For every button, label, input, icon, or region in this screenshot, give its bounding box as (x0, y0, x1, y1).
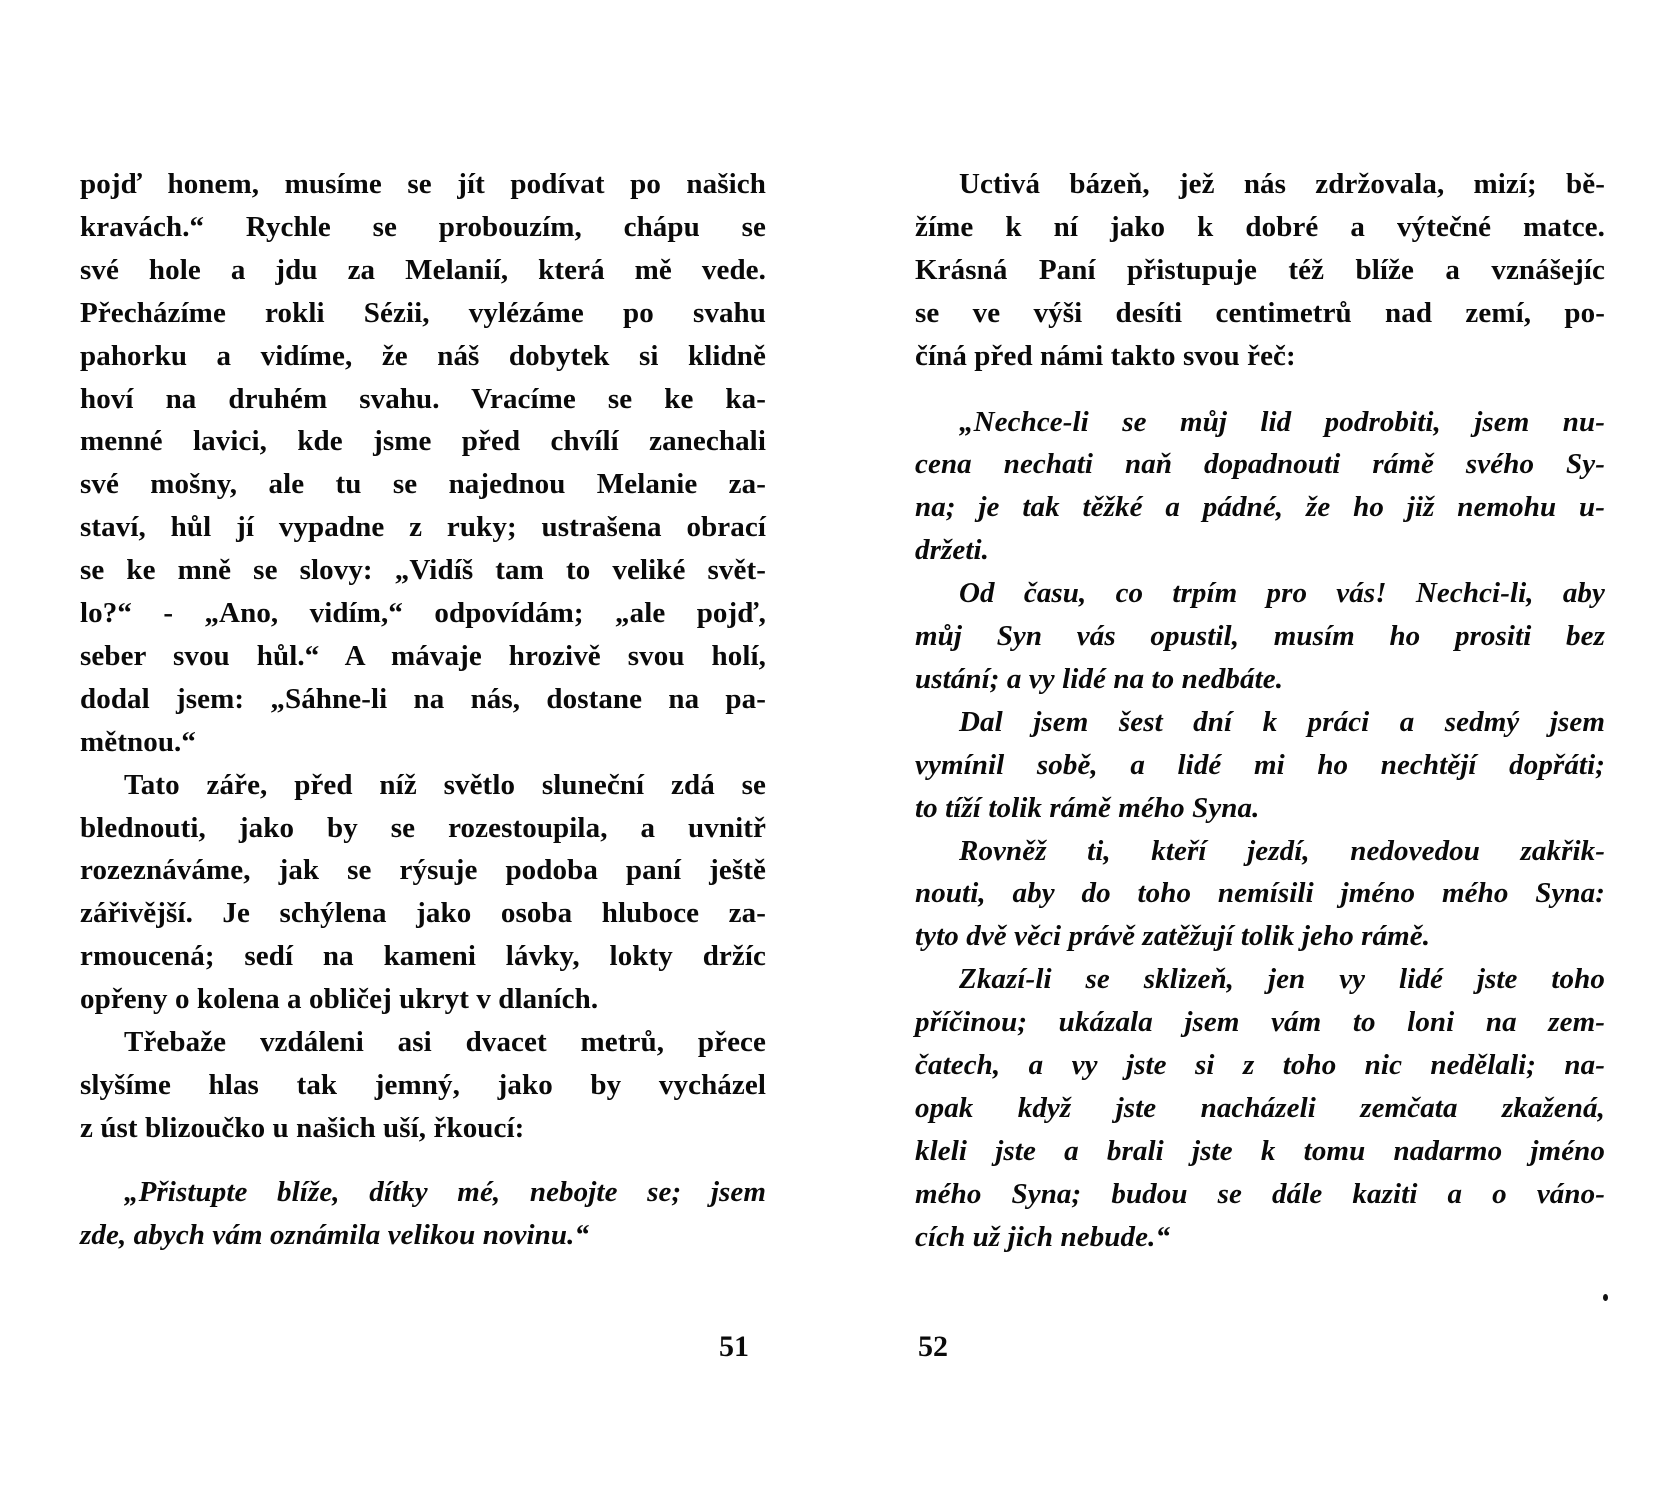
text-line: tyto dvě věci právě zatěžují tolik jeho rámě. (915, 920, 1431, 953)
text-line: opřeny o kolena a obličej ukryt v dlaních. (80, 983, 599, 1016)
text-line: mětnou.“ (80, 725, 196, 758)
text-line: ustání; a vy lidé na to nedbáte. (915, 662, 1284, 695)
text-line: vymínil sobě, a lidé mi ho nechtějí dopřáti; (915, 748, 1605, 781)
text-line: kravách.“ Rychle se probouzím, chápu se (80, 210, 766, 243)
text-line: pahorku a vidíme, že náš dobytek si klidně (80, 339, 766, 372)
text-line: z úst blizoučko u našich uší, řkoucí: (80, 1111, 525, 1144)
text-line: lo?“ - „Ano, vidím,“ odpovídám; „ale pojď, (80, 597, 766, 629)
text-line: své mošny, ale tu se najednou Melanie za- (80, 468, 766, 501)
text-line: seber svou hůl.“ A mávaje hrozivě svou holí, (80, 639, 766, 672)
text-line: nouti, aby do toho nemísili jméno mého Syna: (915, 877, 1605, 910)
text-line: čatech, a vy jste si z toho nic nedělali; na- (915, 1049, 1605, 1081)
text-line: to tíží tolik rámě mého Syna. (915, 791, 1260, 824)
text-line: zářivější. Je schýlena jako osoba hluboce za- (80, 897, 766, 930)
text-line: cena nechati naň dopadnouti rámě svého Sy- (915, 448, 1605, 481)
text-line: Od času, co trpím pro vás! Nechci-li, aby (959, 577, 1605, 610)
text-line: dodal jsem: „Sáhne-li na nás, dostane na pa- (80, 682, 766, 715)
text-line: žíme k ní jako k dobré a výtečné matce. (915, 210, 1605, 243)
text-line: Dal jsem šest dní k práci a sedmý jsem (959, 705, 1605, 738)
text-line: blednouti, jako by se rozestoupila, a uvnitř (80, 811, 766, 844)
text-line: opak když jste nacházeli zemčata zkažená, (915, 1091, 1605, 1124)
text-line: Třebaže vzdáleni asi dvacet metrů, přece (124, 1026, 766, 1058)
text-line: zde, abych vám oznámila velikou novinu.“ (80, 1218, 590, 1251)
text-line: hoví na druhém svahu. Vracíme se ke ka- (80, 382, 766, 415)
page-number-right: 52 (918, 1330, 948, 1363)
text-line: číná před námi takto svou řeč: (915, 339, 1296, 372)
text-line: můj Syn vás opustil, musím ho prositi bez (915, 620, 1605, 652)
text-line: menné lavici, kde jsme před chvílí zanechali (80, 425, 766, 458)
text-line: mého Syna; budou se dále kaziti a o váno- (915, 1177, 1605, 1210)
page-number-left: 51 (719, 1330, 749, 1363)
text-line: staví, hůl jí vypadne z ruky; ustrašena obrací (80, 511, 766, 544)
text-line: držeti. (915, 534, 990, 567)
text-line: Přecházíme rokli Sézii, vylézáme po svahu (80, 296, 766, 329)
text-line: své hole a jdu za Melanií, která mě vede. (80, 253, 766, 286)
text-line: na; je tak těžké a pádné, že ho již nemohu u- (915, 491, 1605, 524)
text-line: Zkazí-li se sklizeň, jen vy lidé jste toho (959, 963, 1605, 996)
text-line: Uctivá bázeň, jež nás zdržovala, mizí; bě- (959, 168, 1605, 200)
text-line: pojď honem, musíme se jít podívat po našich (80, 168, 766, 200)
text-line: kleli jste a brali jste k tomu nadarmo jméno (915, 1134, 1605, 1167)
text-line: Tato záře, před níž světlo sluneční zdá se (124, 768, 766, 801)
print-speck (1603, 1294, 1608, 1301)
text-line: Krásná Paní přistupuje též blíže a vznášejíc (915, 253, 1605, 286)
text-line: Rovněž ti, kteří jezdí, nedovedou zakřik- (959, 834, 1605, 867)
text-line: rmoucená; sedí na kameni lávky, lokty držíc (80, 940, 766, 973)
text-line: se ve výši desíti centimetrů nad zemí, po- (915, 296, 1605, 329)
text-line: příčinou; ukázala jsem vám to loni na zem- (915, 1006, 1605, 1039)
text-line: „Nechce-li se můj lid podrobiti, jsem nu- (959, 405, 1605, 438)
text-line: slyšíme hlas tak jemný, jako by vycházel (80, 1068, 766, 1101)
text-line: cích už jich nebude.“ (915, 1220, 1171, 1253)
text-line: „Přistupte blíže, dítky mé, nebojte se; jsem (124, 1175, 766, 1208)
text-line: se ke mně se slovy: „Vidíš tam to veliké svět- (80, 554, 766, 587)
text-line: rozeznáváme, jak se rýsuje podoba paní ještě (80, 854, 766, 887)
